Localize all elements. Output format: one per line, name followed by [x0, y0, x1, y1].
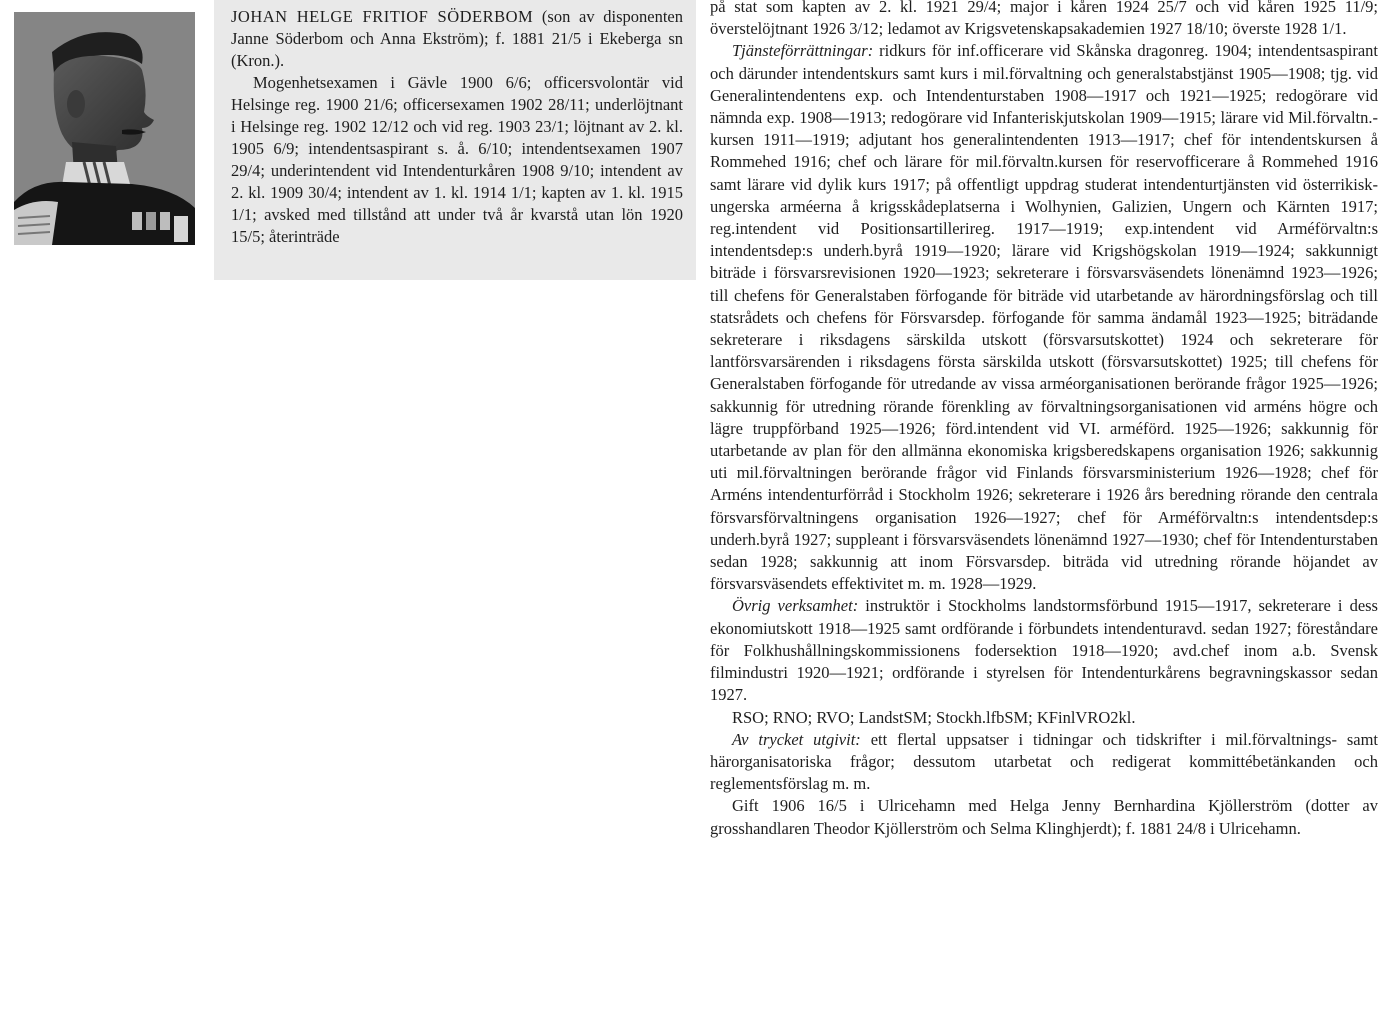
other-activities-text: instruktör i Stockholms landstormsförbund 1915—1917, sekreterare i dess ekonomiutskott 1918—1925 samt ordförande i förbundets intendenturavd. sedan 1927; föreståndare för Folkhushållningskommissionens fodersektion 1918—1920; avd.chef inom a.b. Svensk filmindustri 1920—1921; ordförande i styrelsen för Intendenturkårens begravningskassor sedan 1927.	[710, 596, 1378, 705]
birth-info: (son av disponenten Janne Söderbom och Anna Ekström); f. 1881 21/5 i Ekeberga sn (Kron.).	[231, 7, 683, 70]
assignments-label: Tjänsteförrättningar:	[732, 41, 874, 61]
marriage-paragraph: Gift 1906 16/5 i Ulricehamn med Helga Jenny Bernhardina Kjöllerström (dotter av grosshandlaren Theodor Kjöllerström och Selma Klinghjerdt); f. 1881 24/8 i Ulricehamn.	[710, 796, 1378, 838]
orders-paragraph: RSO; RNO; RVO; LandstSM; Stockh.lfbSM; KFinlVRO2kl.	[732, 707, 1136, 727]
biography-intro	[231, 6, 683, 72]
education-career-paragraph: Mogenhetsexamen i Gävle 1900 6/6; officersvolontär vid Helsinge reg. 1900 21/6; officersexamen 1902 28/11; underlöjtnant i Helsinge reg. 1902 12/12 och vid reg. 1903 23/1; löjtnant av 2. kl. 1905 6/9; intendentsaspirant s. å. 6/10; intendentsexamen 1907 29/4; underintendent vid Intendenturkåren 1908 9/10; intendent av 2. kl. 1909 30/4; intendent av 1. kl. 1914 1/1; kapten av 1. kl. 1915 1/1; avsked med tillstånd att under två år kvarstå utan lön 1920 15/5; återinträde	[231, 73, 683, 246]
portrait-image	[14, 12, 195, 245]
left-column	[231, 6, 683, 248]
publications-label: Av trycket utgivit:	[732, 729, 861, 749]
other-activities-label: Övrig verksamhet:	[732, 596, 859, 616]
right-column	[710, 0, 1378, 840]
career-continuation-paragraph: på stat som kapten av 2. kl. 1921 29/4; major i kåren 1924 25/7 och vid kåren 1925 11/9; överstelöjtnant 1926 3/12; ledamot av Krigsvetenskapsakademien 1927 18/10; överste 1928 1/1.	[710, 0, 1378, 39]
portrait-photo	[14, 12, 195, 245]
publications-text: ett flertal uppsatser i tidningar och tidskrifter i mil.förvaltnings- samt härorganisatoriska frågor; dessutom utarbetat och redigerat kommittébetänkanden och reglementsförslag m. m.	[710, 729, 1379, 794]
person-name: JOHAN HELGE FRITIOF SÖDERBOM	[231, 7, 534, 26]
other-activities-paragraph	[710, 595, 1378, 706]
assignments-paragraph	[710, 40, 1378, 595]
publications-paragraph	[710, 729, 1378, 796]
assignments-text: ridkurs för inf.officerare vid Skånska dragonreg. 1904; intendentsaspirant och därunder intendentskurs samt kurs i mil.förvaltning och generalstabstjänst 1905—1908; tjg. vid Generalintendentens exp. och Intendenturstaben 1908—1917 och 1921—1925; redogörare vid nämnda exp. 1908—1913; redogörare vid Infanteriskjutskolan 1909—1915; lärare vid Mil.förvaltn.-kursen 1911—1919; adjutant hos generalintendenten 1913—1917; chef för intendentskursen å Rommehed 1916; chef och lärare för mil.förvaltn.kursen för reservofficerare å Rommehed 1916 samt lärare vid dylik kurs 1917; på offentligt uppdrag studerat intendenturtjänsten vid österrikisk-ungerska arméerna å krigsskådeplatserna i Wolhynien, Galizien, Ungern och Kärnten 1917; reg.intendent vid Positionsartillerireg. 1917—1919; exp.intendent vid Arméförvaltn:s intendentsdep:s underh.byrå 1919—1920; lärare vid Krigshögskolan 1919—1924; sakkunnigt biträde i försvarsrevisionen 1920—1923; sekreterare i försvarsväsendets lönenämnd 1923—1926; till chefens för Generalstaben förfogande för biträde vid utarbetande av härordningsförslag och till statsrådets och chefens för Försvarsdep. förfogande för samma ändamål 1923—1925; biträdande sekreterare i riksdagens särskilda utskott (försvarsutskottet) 1924 och sekreterare för lantförsvarsärenden i riksdagens första särskilda utskott (försvarsutskottet) 1925; till chefens för Generalstaben förfogande för utredande av vissa arméorganisationen berörande frågor 1925—1926; sakkunnig för utredning rörande förenkling av förvaltningsorganisationen vid arméns högre och lägre truppförband 1925—1926; förd.intendent vid VI. arméförd. 1925—1926; sakkunnig för utarbetande av plan för den allmänna ekonomiska krigsberedskapens organisation 1926; sakkunnig uti mil.förvaltningen berörande frågor vid Finlands försvarsministerium 1926—1928; chef för Arméns intendenturförråd i Stockholm 1926; sekreterare i 1926 års beredning rörande den centrala försvarsförvaltningens organisation 1926—1927; chef för Arméförvaltn:s intendentsdep:s underh.byrå 1927; suppleant i försvarsväsendets lönenämnd 1927—1930; chef för Intendenturstaben sedan 1928; sakkunnig att inom Försvarsdep. biträda vid utredning rörande höjandet av försvarsväsendets effektivitet m. m. 1928—1929.	[710, 41, 1378, 594]
